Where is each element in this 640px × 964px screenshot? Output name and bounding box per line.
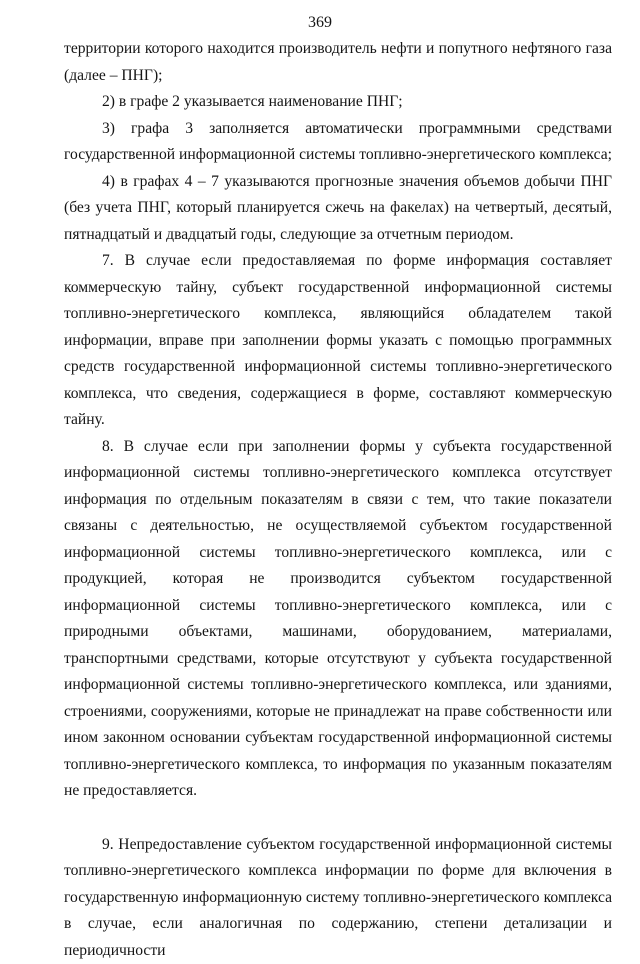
paragraph-item-3: 3) графа 3 заполняется автоматически программными средствами государственной информационной системы топливно-энергетического комплекса; [64, 116, 612, 169]
paragraph-clause-9: 9. Непредоставление субъектом государственной информационной системы топливно-энергетического комплекса информации по форме для включения в государственную информационную систему топливно-энергетического комплекса в случае, если аналогичная по содержанию, степени детализации и периодичности [64, 832, 612, 964]
paragraph-clause-7: 7. В случае если предоставляемая по форме информация составляет коммерческую тайну, субъект государственной информационной системы топливно-энергетического комплекса, являющийся обладателем такой информации, вправе при заполнении формы указать с помощью программных средств государственной информационной системы топливно-энергетического комплекса, что сведения, содержащиеся в форме, составляют коммерческую тайну. [64, 248, 612, 434]
paragraph-item-2: 2) в графе 2 указывается наименование ПНГ; [64, 89, 612, 116]
page-number: 369 [0, 14, 640, 32]
paragraph-clause-8: 8. В случае если при заполнении формы у субъекта государственной информационной системы топливно-энергетического комплекса отсутствует информация по отдельным показателям в связи с тем, что такие показатели связаны с деятельностью, не осуществляемой субъектом государственной информационной системы топливно-энергетического комплекса, или с продукцией, которая не производится субъектом государственной информационной системы топливно-энергетического комплекса, или с природными объектами, машинами, оборудованием, материалами, транспортными средствами, которые отсутствуют у субъекта государственной информационной системы топливно-энергетического комплекса, или зданиями, строениями, сооружениями, которые не принадлежат на праве собственности или ином законном основании субъектам государственной информационной системы топливно-энергетического комплекса, то информация по указанным показателям не предоставляется. [64, 434, 612, 805]
paragraph-continuation: территории которого находится производитель нефти и попутного нефтяного газа (далее – ПНГ); [64, 36, 612, 89]
document-body [64, 36, 612, 964]
paragraph-item-4: 4) в графах 4 – 7 указываются прогнозные значения объемов добычи ПНГ (без учета ПНГ, который планируется сжечь на факелах) на четвертый, десятый, пятнадцатый и двадцатый годы, следующие за отчетным периодом. [64, 169, 612, 249]
